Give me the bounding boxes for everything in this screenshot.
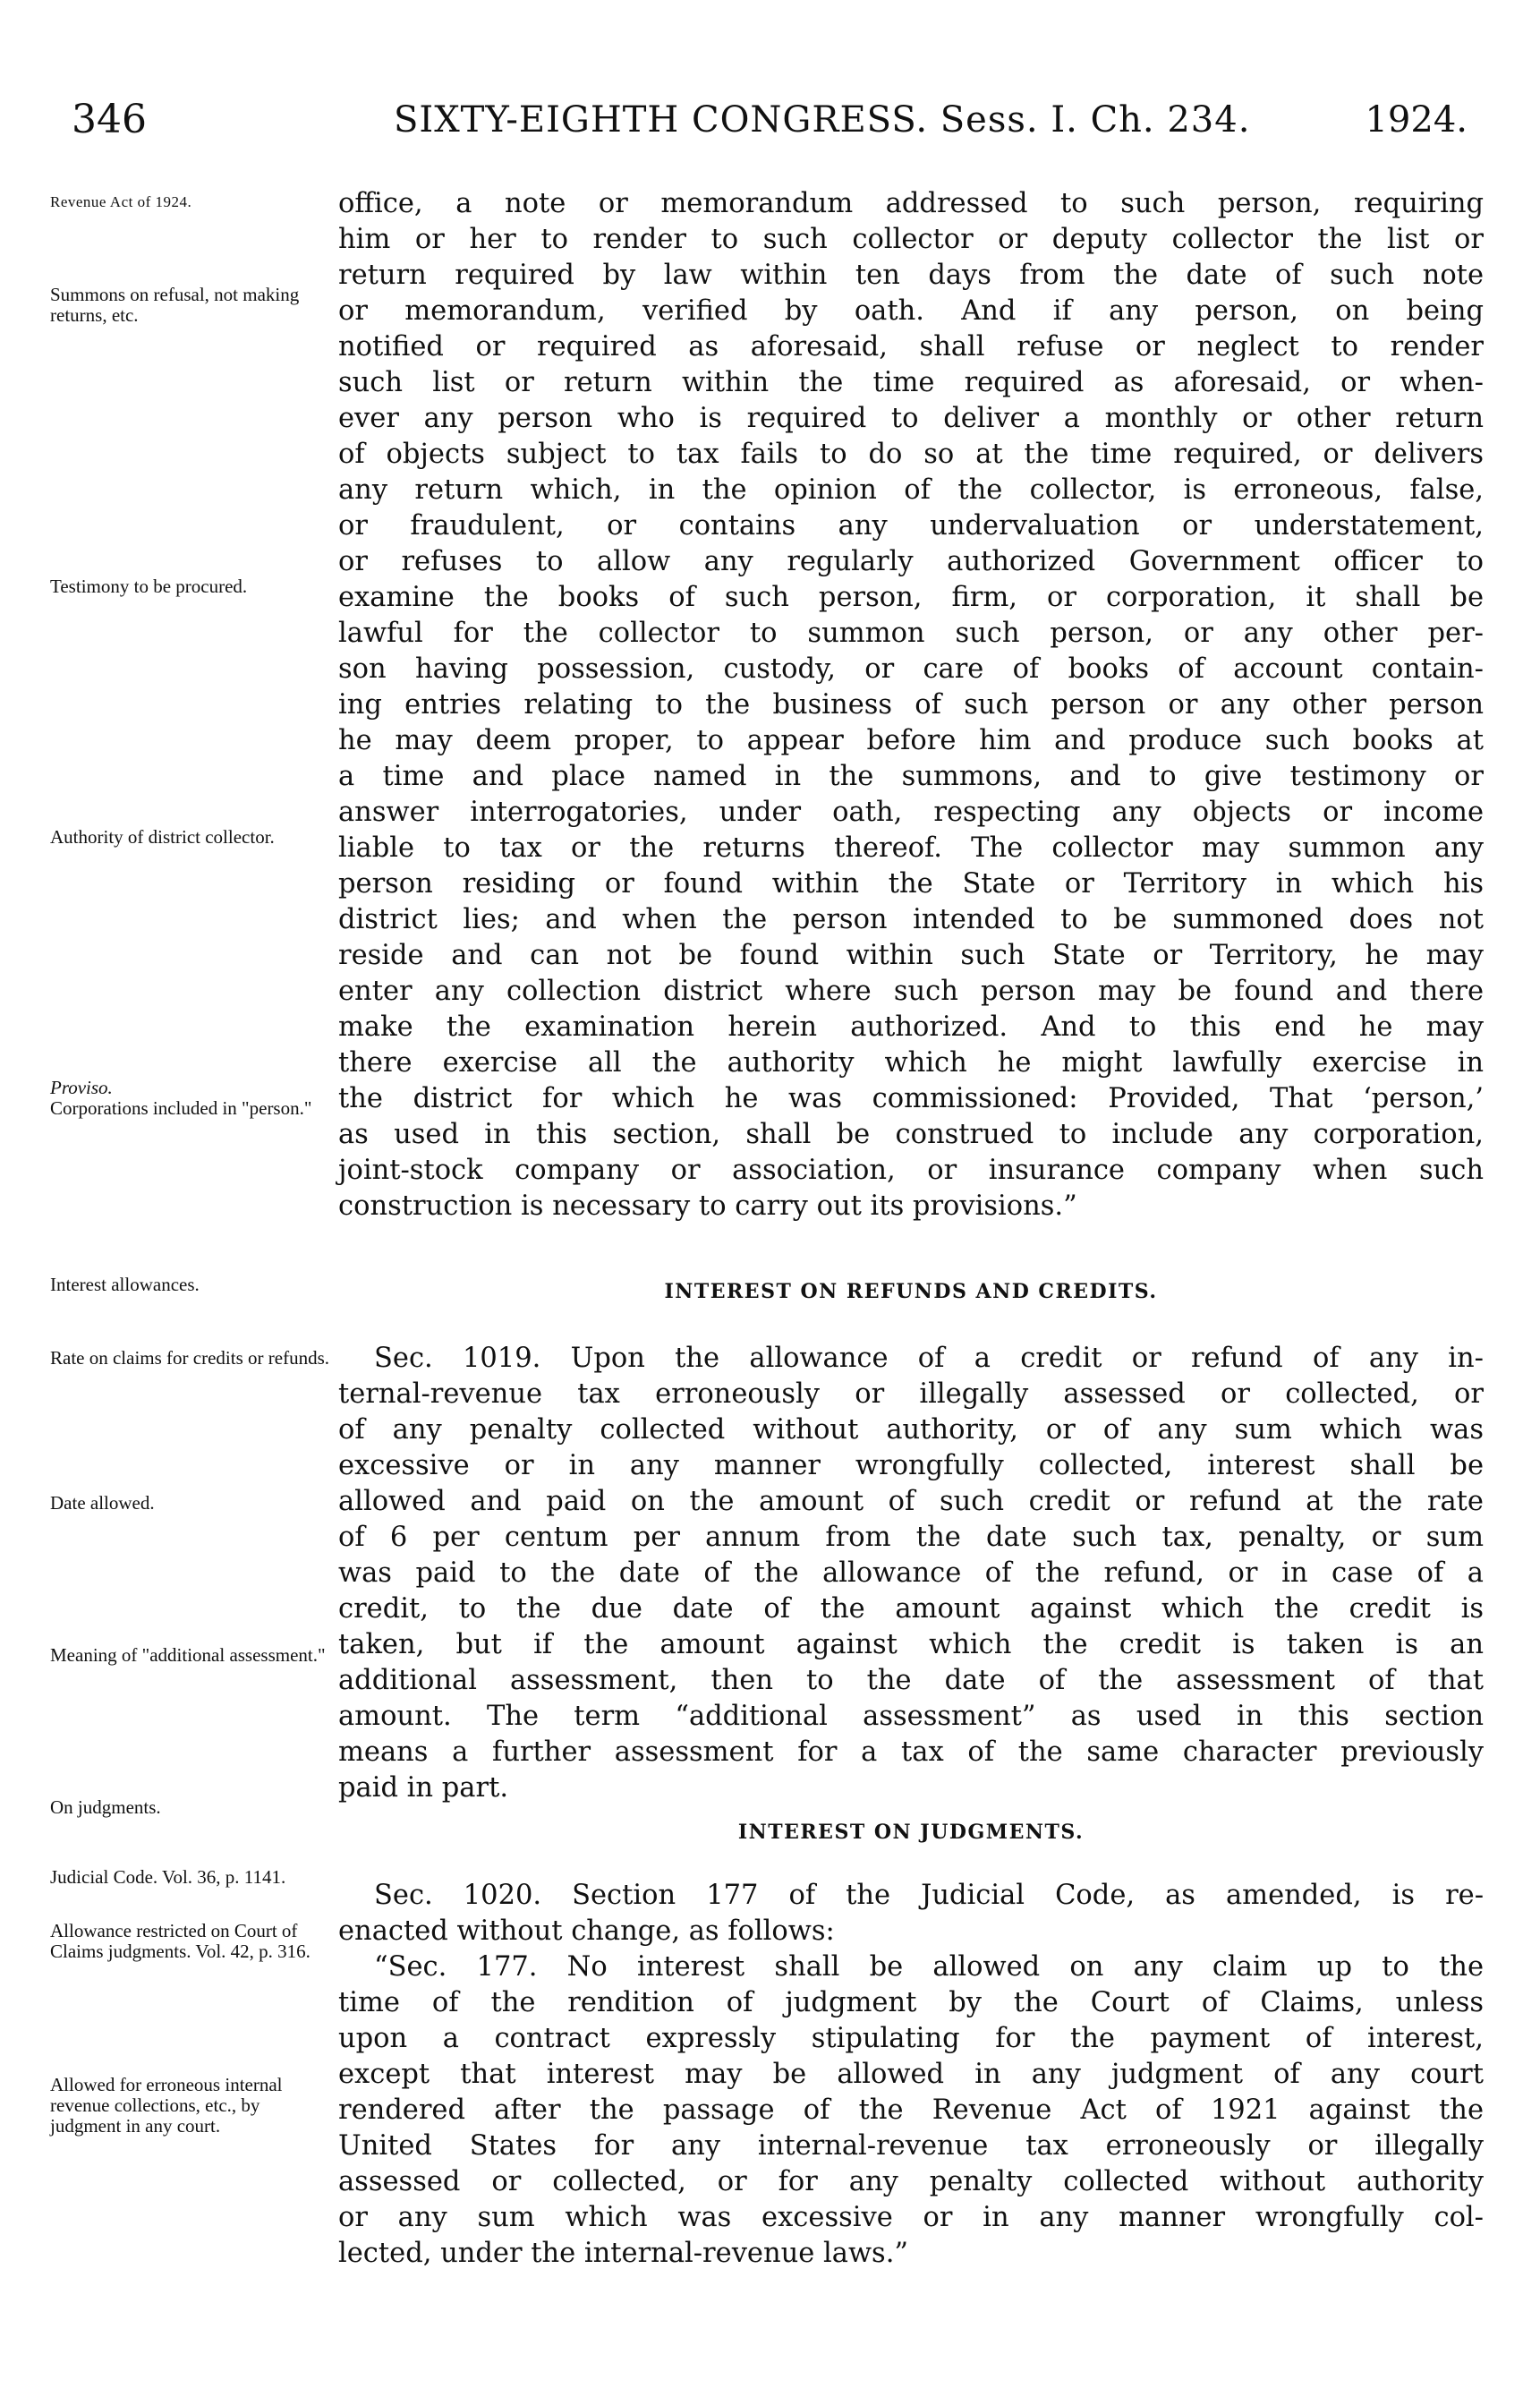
text-line: paid in part. [338,1772,509,1804]
text-line: ever any person who is required to deliver a monthly or other return [338,403,1484,434]
text-line: allowed and paid on the amount of such credit or refund at the rate [338,1486,1484,1517]
margin-note: Testimony to be procured. [50,576,248,597]
text-line: son having possession, custody, or care of books of account contain- [338,653,1484,685]
text-line: any return which, in the opinion of the collector, is erroneous, false, [338,474,1484,506]
text-line: of objects subject to tax fails to do so at the time required, or delivers [338,439,1484,470]
text-line: as used in this section, shall be construed to include any corporation, [338,1119,1484,1150]
page-number: 346 [72,97,147,142]
margin-note: Meaning of "additional assessment." [50,1644,326,1666]
text-line: there exercise all the authority which he might lawfully exercise in [338,1047,1484,1079]
running-title: SIXTY-EIGHTH CONGRESS. Sess. I. Ch. 234. [394,99,1251,141]
text-line: or any sum which was excessive or in any manner wrongfully col- [338,2202,1484,2233]
text-line: or refuses to allow any regularly authorized Government officer to [338,546,1484,577]
text-line: upon a contract expressly stipulating for the payment of interest, [338,2023,1484,2054]
header-year: 1924. [1365,99,1468,141]
text-line: notified or required as aforesaid, shall refuse or neglect to render [338,331,1484,363]
text-line: lawful for the collector to summon such person, or any other per- [338,618,1484,649]
text-line: amount. The term “additional assessment” as used in this section [338,1701,1484,1732]
text-line: joint-stock company or association, or insurance company when such [338,1155,1484,1186]
margin-note: Allowance restricted on Court of Claims judgments. Vol. 42, p. 316. [50,1920,311,1962]
text-line: office, a note or memorandum addressed to such person, requiring [338,188,1484,219]
text-line: or memorandum, verified by oath. And if any person, on being [338,295,1484,327]
margin-note: Rate on claims for credits or refunds. [50,1347,329,1369]
margin-note: Revenue Act of 1924. [50,193,192,210]
margin-note: On judgments. [50,1796,161,1818]
margin-note: Authority of district collector. [50,826,275,848]
text-line: credit, to the due date of the amount against which the credit is [338,1593,1484,1625]
text-line: such list or return within the time required as aforesaid, or when- [338,367,1484,398]
text-line: him or her to render to such collector or deputy collector the list or [338,224,1484,255]
margin-note: Judicial Code. Vol. 36, p. 1141. [50,1866,286,1888]
text-line: lected, under the internal-revenue laws.” [338,2238,908,2269]
margin-note: Summons on refusal, not making returns, etc. [50,284,300,326]
text-line: construction is necessary to carry out its provisions.” [338,1190,1077,1222]
text-line: means a further assessment for a tax of the same character previously [338,1736,1484,1768]
text-line: rendered after the passage of the Revenue Act of 1921 against the [338,2094,1484,2126]
text-line: was paid to the date of the allowance of the refund, or in case of a [338,1557,1484,1589]
text-line: excessive or in any manner wrongfully collected, interest shall be [338,1450,1484,1481]
text-line: ternal-revenue tax erroneously or illegally assessed or collected, or [338,1378,1484,1410]
text-line: the district for which he was commissioned: Provided, That ‘person,’ [338,1083,1484,1114]
margin-note: Interest allowances. [50,1274,200,1295]
margin-note: Date allowed. [50,1492,155,1514]
text-line: “Sec. 177. No interest shall be allowed on any claim up to the [374,1951,1484,1983]
section-heading: INTEREST ON REFUNDS AND CREDITS. [664,1280,1158,1303]
text-line: enter any collection district where such person may be found and there [338,976,1484,1007]
text-line: examine the books of such person, firm, or corporation, it shall be [338,582,1484,613]
text-line: except that interest may be allowed in any judgment of any court [338,2059,1484,2090]
running-header [72,93,1476,147]
text-line: assessed or collected, or for any penalty collected without authority [338,2166,1484,2197]
text-line: ing entries relating to the business of such person or any other person [338,689,1484,721]
margin-note: Allowed for erroneous internal revenue collections, etc., by judgment in any court. [50,2074,283,2137]
text-line: return required by law within ten days from the date of such note [338,260,1484,291]
text-line: taken, but if the amount against which the credit is taken is an [338,1629,1484,1660]
margin-note-proviso: Proviso. [50,1077,113,1098]
text-line: answer interrogatories, under oath, respecting any objects or income [338,797,1484,828]
text-line: Sec. 1019. Upon the allowance of a credit or refund of any in- [374,1343,1484,1374]
text-line: United States for any internal-revenue tax erroneously or illegally [338,2130,1484,2162]
text-line: or fraudulent, or contains any undervaluation or understatement, [338,510,1484,542]
text-line: enacted without change, as follows: [338,1915,835,1947]
text-line: additional assessment, then to the date of the assessment of that [338,1665,1484,1696]
text-line: of any penalty collected without authority, or of any sum which was [338,1414,1484,1446]
text-line: make the examination herein authorized. And to this end he may [338,1011,1484,1043]
text-line: district lies; and when the person intended to be summoned does not [338,904,1484,935]
text-line: he may deem proper, to appear before him and produce such books at [338,725,1484,756]
text-line: a time and place named in the summons, and to give testimony or [338,761,1484,792]
text-line: liable to tax or the returns thereof. The collector may summon any [338,832,1484,864]
text-line: time of the rendition of judgment by the Court of Claims, unless [338,1987,1484,2018]
text-line: Sec. 1020. Section 177 of the Judicial Code, as amended, is re- [374,1880,1484,1911]
margin-note: Corporations included in "person." [50,1097,312,1119]
section-heading: INTEREST ON JUDGMENTS. [737,1821,1085,1844]
text-line: person residing or found within the State or Territory in which his [338,868,1484,900]
text-line: of 6 per centum per annum from the date such tax, penalty, or sum [338,1522,1484,1553]
text-line: reside and can not be found within such State or Territory, he may [338,940,1484,971]
